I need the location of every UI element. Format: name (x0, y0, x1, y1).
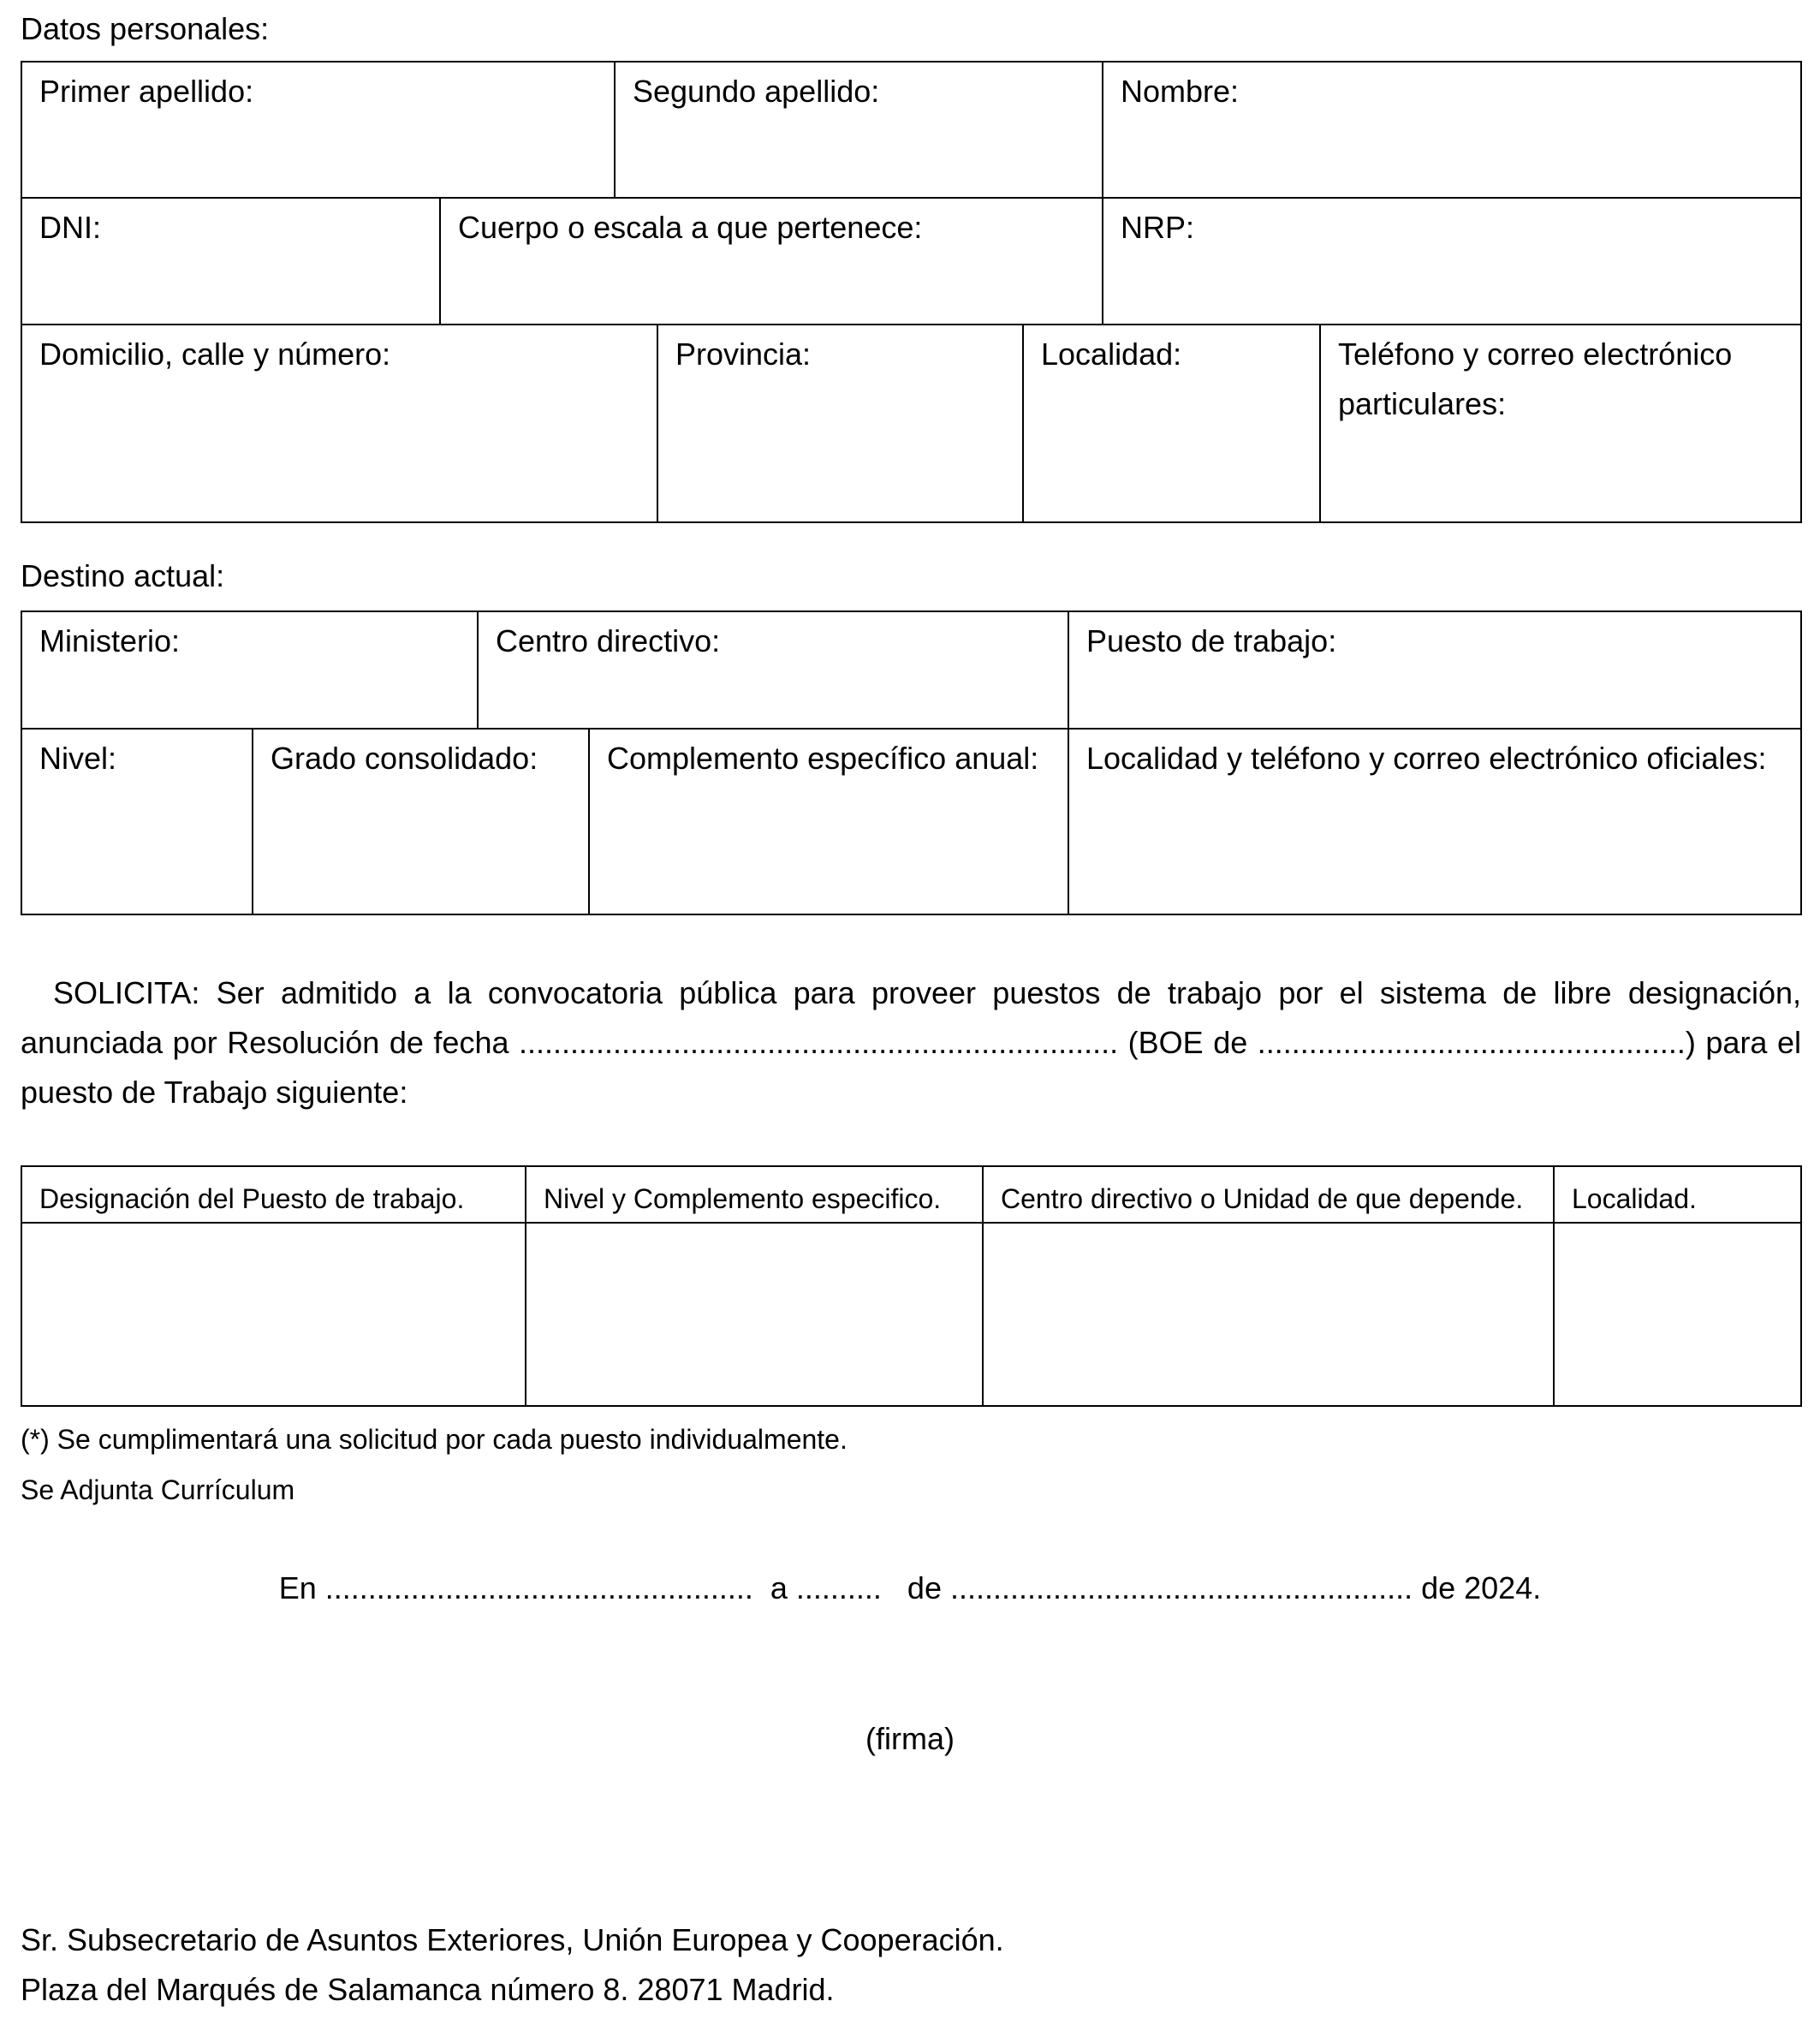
domicilio-field[interactable]: Domicilio, calle y número: (39, 337, 391, 372)
nrp-field[interactable]: NRP: (1121, 210, 1195, 245)
dni-field[interactable]: DNI: (39, 210, 101, 245)
recipient-line-1: Sr. Subsecretario de Asuntos Exteriores, Unión Europea y Cooperación. (21, 1922, 1004, 1957)
nivel-complemento-input-cell[interactable] (526, 1224, 982, 1405)
puesto-trabajo-field[interactable]: Puesto de trabajo: (1086, 623, 1337, 658)
localidad-oficiales-field[interactable]: Localidad y teléfono y correo electrónico oficiales: (1086, 741, 1767, 776)
localidad-input-cell[interactable] (1555, 1224, 1800, 1405)
destino-section-title: Destino actual: (21, 558, 225, 593)
date-place-line[interactable]: En .................................................. a .......... de ...................................................... de 2024. (278, 1570, 1542, 1605)
header-localidad: Localidad. (1572, 1183, 1697, 1214)
provincia-field[interactable]: Provincia: (675, 337, 812, 372)
nombre-field[interactable]: Nombre: (1121, 74, 1240, 109)
header-centro-unidad: Centro directivo o Unidad de que depende. (1001, 1183, 1524, 1214)
recipient-line-2: Plaza del Marqués de Salamanca número 8. 28071 Madrid. (21, 1972, 835, 2007)
telefono-label-line1: Teléfono y correo electrónico (1338, 337, 1733, 372)
localidad-field[interactable]: Localidad: (1041, 337, 1182, 372)
primer-apellido-field[interactable]: Primer apellido: (39, 74, 254, 109)
centro-directivo-field[interactable]: Centro directivo: (496, 623, 721, 658)
signature-label: (firma) (865, 1721, 955, 1756)
telefono-label-line2: particulares: (1338, 386, 1507, 421)
header-designacion: Designación del Puesto de trabajo. (39, 1183, 465, 1214)
telefono-particular-field[interactable] (1338, 330, 1732, 429)
grado-consolidado-field[interactable]: Grado consolidado: (271, 741, 538, 776)
personal-section-title: Datos personales: (21, 11, 270, 46)
segundo-apellido-field[interactable]: Segundo apellido: (633, 74, 880, 109)
nivel-field[interactable]: Nivel: (39, 741, 117, 776)
solicita-text: SOLICITA: Ser admitido a la convocatoria pública para proveer puestos de trabajo por el sistema de libre designación, anunciada por Resolución de fecha ...................................................................... (BOE de ..................................................) para el puesto de Trabajo siguiente: (21, 975, 1801, 1110)
curriculum-note: Se Adjunta Currículum (21, 1474, 295, 1505)
designacion-input-cell[interactable] (22, 1224, 525, 1405)
cuerpo-escala-field[interactable]: Cuerpo o escala a que pertenece: (458, 210, 923, 245)
header-nivel-complemento: Nivel y Complemento especifico. (544, 1183, 942, 1214)
solicita-paragraph (21, 968, 1801, 1117)
ministerio-field[interactable]: Ministerio: (39, 623, 181, 658)
centro-unidad-input-cell[interactable] (984, 1224, 1553, 1405)
personal-data-table (21, 61, 1802, 523)
complemento-especifico-field[interactable]: Complemento específico anual: (607, 741, 1039, 776)
individual-note: (*) Se cumplimentará una solicitud por cada puesto individualmente. (21, 1424, 848, 1455)
